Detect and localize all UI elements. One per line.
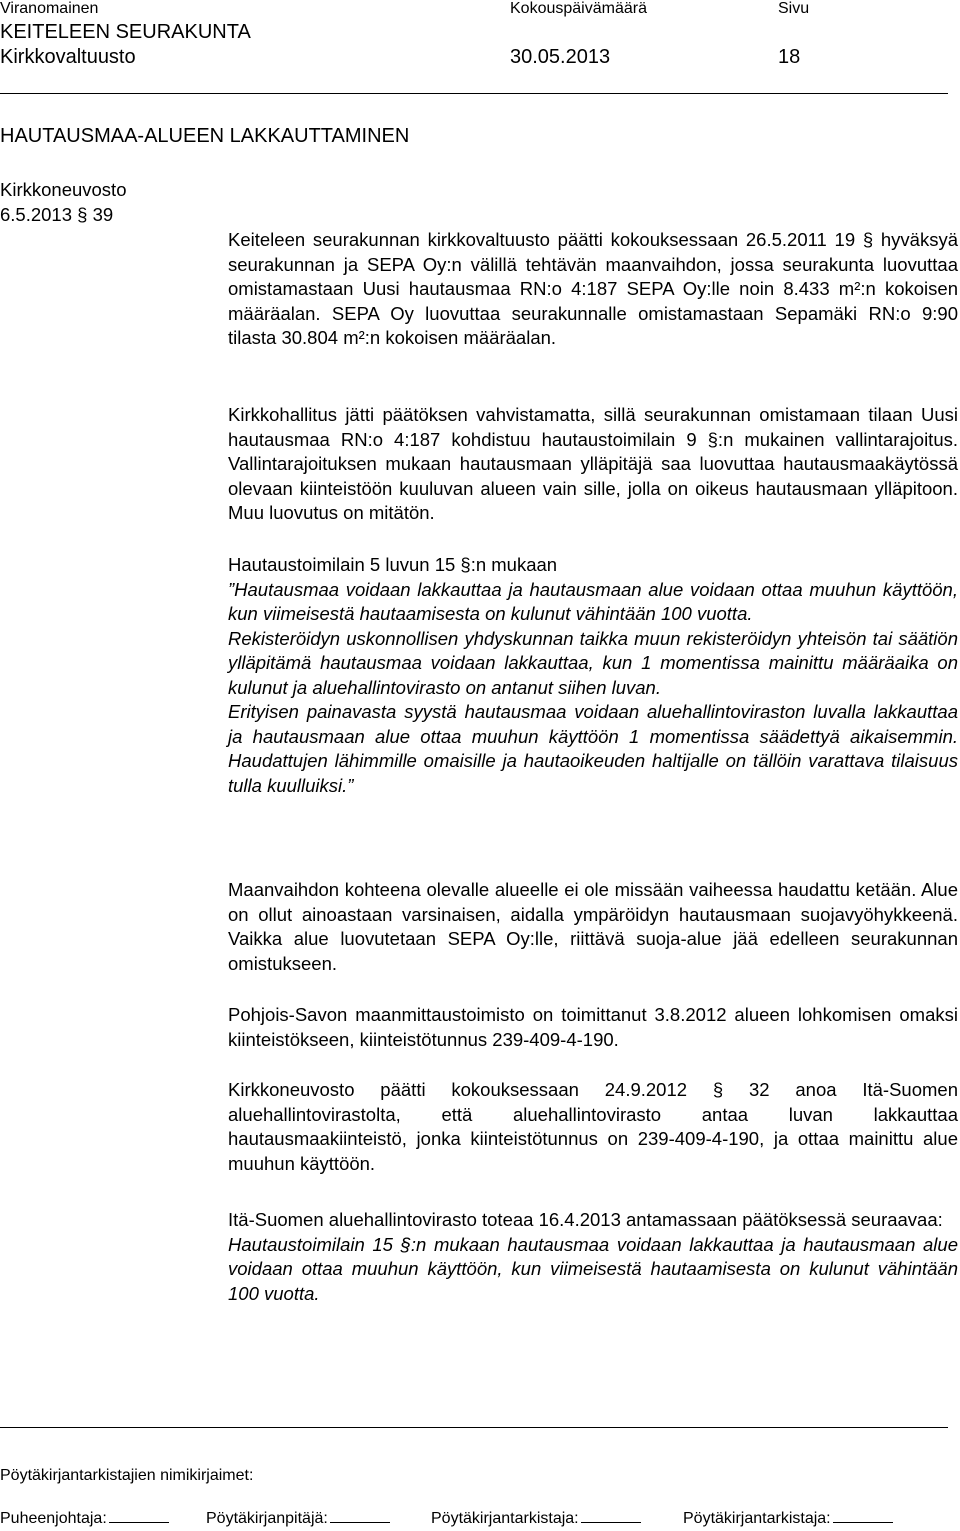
- law-quote-2: Rekisteröidyn uskonnollisen yhdyskunnan taikka muun rekisteröidyn yhteisön tai säätiön ylläpitämä hautausmaa voidaan lakkauttaa, kun 1 momentissa mainittu määräaika on kulunut ja aluehallintovirasto on antanut siihen luvan.: [228, 627, 958, 698]
- signature-checker-1: [431, 1508, 641, 1528]
- header-organization: KEITELEEN SEURAKUNTA: [0, 21, 251, 43]
- header-label-meeting-date: Kokouspäivämäärä: [510, 0, 647, 17]
- header-label-authority: Viranomainen: [0, 0, 99, 17]
- signature-label: Puheenjohtaja:: [0, 1510, 107, 1527]
- avi-quote: Hautaustoimilain 15 §:n mukaan hautausmaa voidaan lakkauttaa ja hautausmaan alue voidaan ottaa muuhun käyttöön, kun viimeisestä hautaamisesta on kulunut vähintään 100 vuotta.: [228, 1233, 958, 1304]
- signature-checker-2: [683, 1508, 893, 1528]
- signature-line: [581, 1508, 641, 1523]
- header-divider: [0, 93, 948, 94]
- signature-line: [330, 1508, 390, 1523]
- paragraph-avi-decision: Itä-Suomen aluehallintovirasto toteaa 16.4.2013 antamassaan päätöksessä seuraavaa: Hautaustoimilain 15 §:n mukaan hautausmaa voidaan lakkauttaa ja hautausmaan alue voidaan ottaa muuhun käyttöön, kun viimeisestä hautaamisesta on kulunut vähintään 100 vuotta.: [228, 1208, 958, 1306]
- signature-label: Pöytäkirjantarkistaja:: [683, 1510, 831, 1527]
- law-quote-1: ”Hautausmaa voidaan lakkauttaa ja hautausmaan alue voidaan ottaa muuhun käyttöön, kun viimeisestä hautaamisesta on kulunut vähintään 100 vuotta.: [228, 578, 958, 624]
- paragraph-church-council: Kirkkoneuvosto päätti kokouksessaan 24.9.2012 § 32 anoa Itä-Suomen aluehallintovirastolta, että aluehallintovirasto antaa luvan lakkauttaa hautausmaakiinteistö, jonka kiinteistötunnus on 239-409-4-190, ja ottaa mainittu alue muuhun käyttöön.: [228, 1079, 958, 1174]
- paragraph-area-info: Maanvaihdon kohteena olevalle alueelle ei ole missään vaiheessa haudattu ketään. Alue on ollut ainoastaan varsinaisen, aidalla ympäröidyn hautausmaan suojavyöhykkeenä. Vaikka alue luovutetaan SEPA Oy:lle, riittävä suoja-alue jää edelleen seurakunnan omistukseen.: [228, 879, 958, 974]
- signature-chair: [0, 1508, 169, 1528]
- paragraph-law-quote: [228, 553, 958, 798]
- meeting-reference: 6.5.2013 § 39: [0, 204, 114, 225]
- header-label-page: Sivu: [778, 0, 810, 17]
- law-reference: Hautaustoimilain 5 luvun 15 §:n mukaan: [228, 554, 558, 575]
- header-date: 30.05.2013: [510, 46, 611, 68]
- paragraph-land-exchange: Keiteleen seurakunnan kirkkovaltuusto päätti kokouksessaan 26.5.2011 19 § hyväksyä seurakunnan ja SEPA Oy:n välillä tehtävän maanvaihdon, jossa seurakunta luovuttaa omistamastaan Uusi hautausmaa RN:o 4:187 SEPA Oy:lle noin 8.433 m²:n kokoisen määräalan. SEPA Oy luovuttaa seurakunnalle omistamastaan Sepamäki RN:o 9:90 tilasta 30.804 m²:n kokoisen määräalan.: [228, 229, 958, 348]
- signature-secretary: [206, 1508, 390, 1528]
- header-body: Kirkkovaltuusto: [0, 46, 136, 68]
- signature-line: [109, 1508, 169, 1523]
- law-quote-3: Erityisen painavasta syystä hautausmaa voidaan aluehallintoviraston luvalla lakkauttaa ja hautausmaan alue ottaa muuhun käyttöön 1 momentissa säädettyä aikaisemmin. Haudattujen lähimmille omaisille ja hautaoikeuden haltijalle on tällöin varattava tilaisuus tulla kuulluiksi.”: [228, 701, 958, 796]
- footer-initials-label: Pöytäkirjantarkistajien nimikirjaimet:: [0, 1467, 254, 1484]
- footer-divider: [0, 1427, 948, 1428]
- signature-label: Pöytäkirjanpitäjä:: [206, 1510, 328, 1527]
- header-page-number: 18: [778, 46, 801, 68]
- signature-label: Pöytäkirjantarkistaja:: [431, 1510, 579, 1527]
- meeting-organ: Kirkkoneuvosto: [0, 179, 127, 200]
- document-title: HAUTAUSMAA-ALUEEN LAKKAUTTAMINEN: [0, 125, 410, 147]
- paragraph-church-board: Kirkkohallitus jätti päätöksen vahvistamatta, sillä seurakunnan omistamaan tilaan Uusi hautausmaa RN:o 4:187 kohdistuu hautaustoimilain 9 §:n mukainen vallintarajoitus. Vallintarajoituksen mukaan hautausmaan ylläpitäjä saa luovuttaa hautausmaakäytössä olevaan kiinteistöön kuuluvan alueen vain sille, jolla on oikeus hautausmaan ylläpitoon. Muu luovutus on mitätön.: [228, 404, 958, 523]
- paragraph-land-survey: Pohjois-Savon maanmittaustoimisto on toimittanut 3.8.2012 alueen lohkomisen omaksi kiinteistökseen, kiinteistötunnus 239-409-4-190.: [228, 1004, 958, 1050]
- signature-line: [833, 1508, 893, 1523]
